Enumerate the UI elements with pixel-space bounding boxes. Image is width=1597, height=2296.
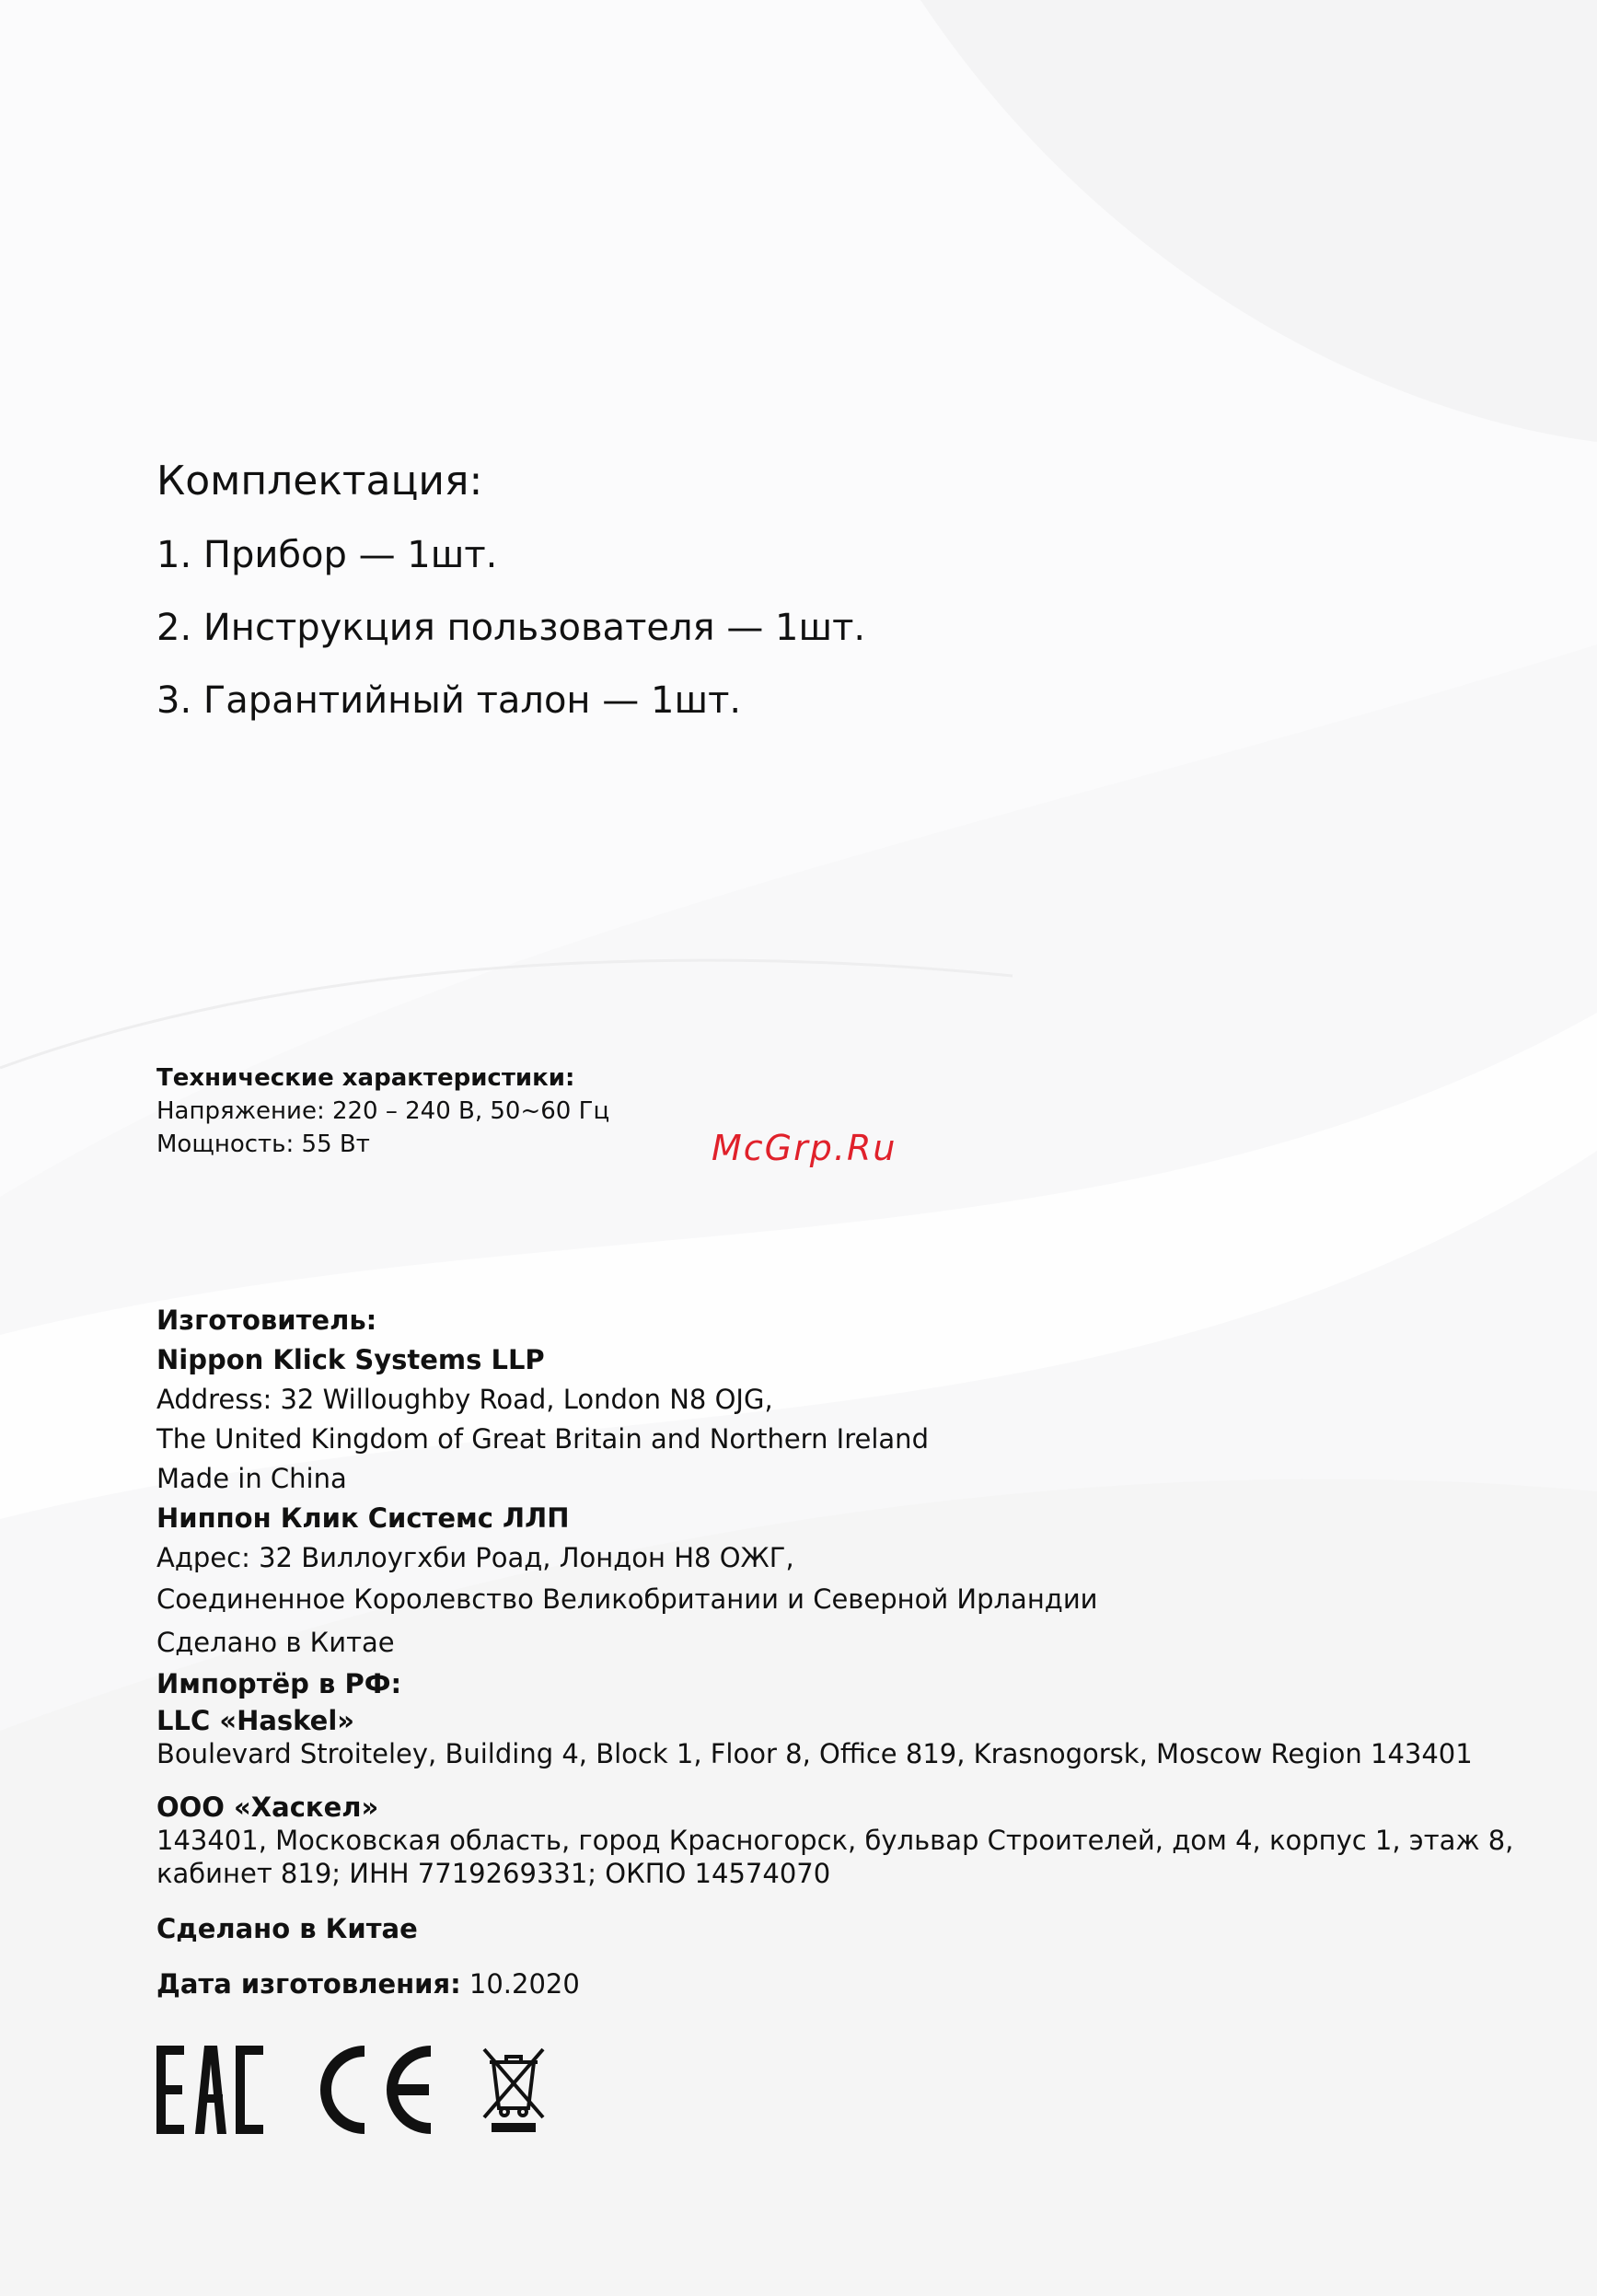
importer-address-ru-1: 143401, Московская область, город Красногорск, бульвар Строителей, дом 4, корпус 1, этаж 8, — [156, 1825, 1514, 1856]
specs-power: Мощность: 55 Вт — [156, 1131, 370, 1158]
manufacturer-made-ru: Сделано в Китае — [156, 1627, 395, 1658]
importer-heading: Импортёр в РФ: — [156, 1668, 402, 1699]
certification-marks — [156, 2044, 547, 2136]
importer-address-en: Boulevard Stroiteley, Building 4, Block 1, Floor 8, Office 819, Krasnogorsk, Moscow Region 143401 — [156, 1738, 1473, 1769]
production-date-label: Дата изготовления: — [156, 1968, 461, 2000]
specs-block — [156, 1061, 609, 1161]
manufacturer-heading: Изготовитель: — [156, 1305, 377, 1336]
kit-item: 2. Инструкция пользователя — 1шт. — [156, 607, 866, 649]
importer-address-ru-2: кабинет 819; ИНН 7719269331; ОКПО 14574070 — [156, 1858, 831, 1889]
specs-heading: Технические характеристики: — [156, 1064, 575, 1092]
kit-title: Комплектация: — [156, 458, 483, 504]
importer-name-ru: ООО «Хаскел» — [156, 1792, 379, 1823]
manufacturer-block — [156, 1301, 1514, 2000]
specs-voltage: Напряжение: 220 – 240 В, 50~60 Гц — [156, 1097, 610, 1125]
eac-mark-icon — [156, 2044, 263, 2136]
importer-name-en: LLC «Haskel» — [156, 1705, 355, 1736]
manufacturer-name-en: Nippon Klick Systems LLP — [156, 1344, 545, 1375]
kit-item: 3. Гарантийный талон — 1шт. — [156, 679, 742, 722]
watermark: McGrp.Ru — [712, 1128, 897, 1168]
manufacturer-address-ru-1: Адрес: 32 Виллоугхби Роад, Лондон Н8 ОЖГ, — [156, 1542, 794, 1573]
weee-bin-icon — [480, 2044, 547, 2136]
manufacturer-address-en-1: Address: 32 Willoughby Road, London N8 OJG, — [156, 1384, 773, 1415]
manufacturer-address-en-2: The United Kingdom of Great Britain and Northern Ireland — [156, 1423, 929, 1455]
manufacturer-made-en: Made in China — [156, 1463, 347, 1494]
origin: Сделано в Китае — [156, 1913, 418, 1944]
kit-item: 1. Прибор — 1шт. — [156, 534, 498, 576]
production-date — [156, 1967, 1445, 2000]
ce-mark-icon — [307, 2044, 436, 2136]
manufacturer-address-ru-2: Соединенное Королевство Великобритании и Северной Ирландии — [156, 1583, 1098, 1615]
production-date-value: 10.2020 — [460, 1968, 580, 2000]
manufacturer-name-ru: Ниппон Клик Системс ЛЛП — [156, 1502, 570, 1534]
